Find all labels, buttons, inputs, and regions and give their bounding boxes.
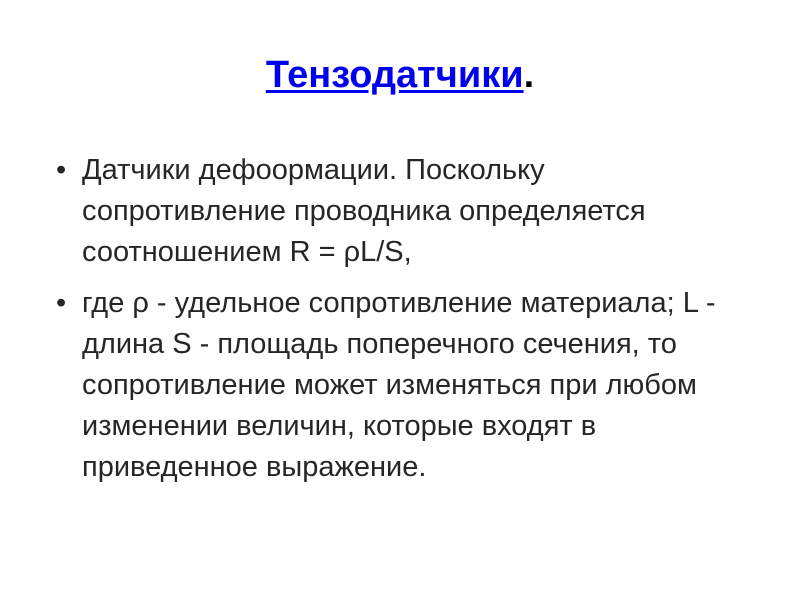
slide-title [0, 47, 800, 103]
title-link[interactable]: Тензодатчики [265, 54, 524, 96]
bullet-text: где ρ - удельное сопротивление материала; L - длина S - площадь поперечного сечения, то сопротивление может изменяться при любом изменении величин, которые входят в приведенное выражение. [82, 287, 716, 483]
bullet-text: Датчики дефоормации. Поскольку сопротивление проводника определяется соотношением R = ρL/S, [82, 154, 646, 268]
bullet-dot-icon: • [56, 154, 67, 186]
bullet-list [56, 150, 756, 498]
bullet-item [56, 150, 756, 273]
bullet-item [56, 283, 756, 488]
title-period: . [523, 54, 535, 96]
bullet-dot-icon: • [56, 287, 67, 319]
